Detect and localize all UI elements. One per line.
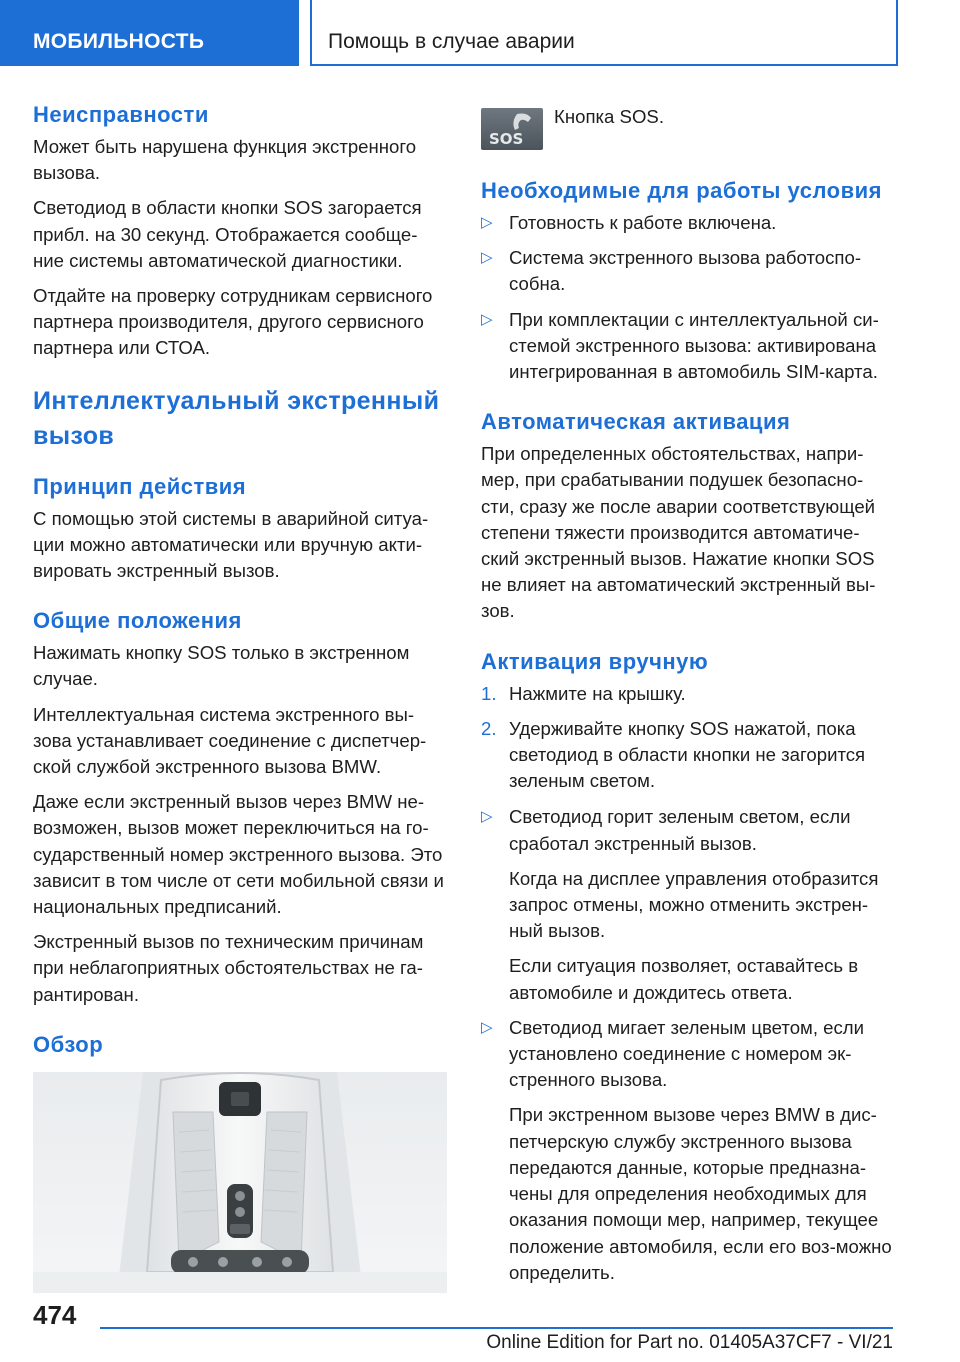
manual-activation-heading: Активация вручную bbox=[481, 648, 709, 674]
general-text-4: Экстренный вызов по техническим причинам при неблагоприятных обстоятельствах не га-рантирован. bbox=[33, 931, 424, 1005]
led-status-text: Светодиод горит зеленым светом, если сработал экстренный вызов. bbox=[509, 806, 851, 854]
malfunctions-text-2: Светодиод в области кнопки SOS загорается прибл. на 30 секунд. Отображается сообще-ние системы автоматической диагностики. bbox=[33, 197, 422, 271]
manual-step bbox=[481, 681, 893, 707]
general-text-2: Интеллектуальная система экстренного вы-зова устанавливает соединение с диспетчер-ской службой экстренного вызова BMW. bbox=[33, 703, 427, 778]
principle-text: С помощью этой системы в аварийной ситуа-ции можно автоматически или вручную акти-вировать экстренный вызов. bbox=[33, 507, 429, 582]
led-status-list bbox=[481, 804, 893, 1285]
malfunctions-text-3: Отдайте на проверку сотрудникам сервисного партнера производителя, другого сервисного партнера или СТОА. bbox=[33, 285, 433, 359]
malfunctions-text-1: Может быть нарушена функция экстренного вызова. bbox=[33, 136, 417, 184]
step-text: Нажмите на крышку. bbox=[509, 682, 686, 704]
sos-button-caption: Кнопка SOS. bbox=[554, 106, 664, 127]
principle-heading: Принцип действия bbox=[33, 473, 247, 499]
footer-edition: Online Edition for Part no. 01405A37CF7 - VI/21 bbox=[486, 1332, 893, 1353]
general-text-1: Нажимать кнопку SOS только в экстренном случае. bbox=[33, 642, 410, 690]
header-section-tab bbox=[0, 0, 299, 66]
header-chapter bbox=[310, 0, 898, 66]
conditions-list bbox=[481, 210, 893, 385]
footer-divider bbox=[100, 1327, 893, 1329]
led-status-note: Когда на дисплее управления отобразится запрос отмены, можно отменить экстрен-ный вызов. bbox=[509, 867, 879, 942]
auto-activation-heading: Автоматическая активация bbox=[481, 409, 791, 435]
sos-button-icon bbox=[481, 108, 543, 150]
overhead-console-photo bbox=[33, 1072, 447, 1293]
sos-button-callout bbox=[481, 100, 893, 162]
led-status-note: При экстренном вызове через BMW в дис-петчерскую службу экстренного вызова передаются данные, которые предназна-чены для определения необходимых для оказания помощи мер, например, текущее положение автомобиля, если его воз-можно определить. bbox=[509, 1104, 892, 1283]
right-column bbox=[481, 100, 893, 1296]
overview-heading: Обзор bbox=[33, 1031, 104, 1057]
manual-step bbox=[481, 716, 893, 795]
sos-icon-label: SOS bbox=[489, 130, 524, 148]
led-status-note: Если ситуация позволяет, оставайтесь в автомобиле и дождитесь ответа. bbox=[509, 955, 859, 1003]
general-text-3: Даже если экстренный вызов через BMW не-возможен, вызов может переключиться на го-сударственный номер экстренного вызова. Это зависит в том числе от сети мобильной связи и национальных предписаний. bbox=[33, 791, 444, 918]
overhead-console-illustration bbox=[33, 1072, 447, 1293]
auto-activation-text: При определенных обстоятельствах, напри-мер, при срабатывании подушек безопасно-сти, сразу же после аварии соответствующей степени тяжести производится автоматиче-ский экстренный вызов. Нажатие кнопки SOS не влияет на автоматический экстренный вы-зов. bbox=[481, 443, 876, 622]
conditions-item: ▷ Система экстренного вызова работоспо-собна. bbox=[481, 245, 893, 297]
smart-call-heading: Интеллектуальный экстренный вызов bbox=[33, 386, 440, 450]
page-number: 474 bbox=[33, 1300, 77, 1330]
led-status-text: Светодиод мигает зеленым цветом, если установлено соединение с номером эк-стренного вызова. bbox=[509, 1016, 865, 1091]
malfunctions-heading: Неисправности bbox=[33, 102, 209, 127]
step-number: 1. bbox=[481, 682, 497, 704]
header-chapter-label: Помощь в случае аварии bbox=[328, 30, 575, 53]
header-section-label: МОБИЛЬНОСТЬ bbox=[33, 30, 205, 53]
general-heading: Общие положения bbox=[33, 608, 242, 634]
led-status-item bbox=[481, 1015, 893, 1286]
step-text: Удерживайте кнопку SOS нажатой, пока светодиод в области кнопки не загорится зеленым светом. bbox=[509, 717, 866, 792]
step-number: 2. bbox=[481, 717, 497, 739]
left-column bbox=[33, 100, 447, 1293]
conditions-item: ▷ При комплектации с интеллектуальной си-стемой экстренного вызова: активирована интегрированная в автомобиль SIM-карта. bbox=[481, 307, 893, 386]
led-status-item bbox=[481, 804, 893, 1005]
conditions-item: ▷ Готовность к работе включена. bbox=[481, 210, 893, 236]
conditions-heading: Необходимые для работы условия bbox=[481, 178, 882, 203]
manual-steps-list bbox=[481, 681, 893, 795]
